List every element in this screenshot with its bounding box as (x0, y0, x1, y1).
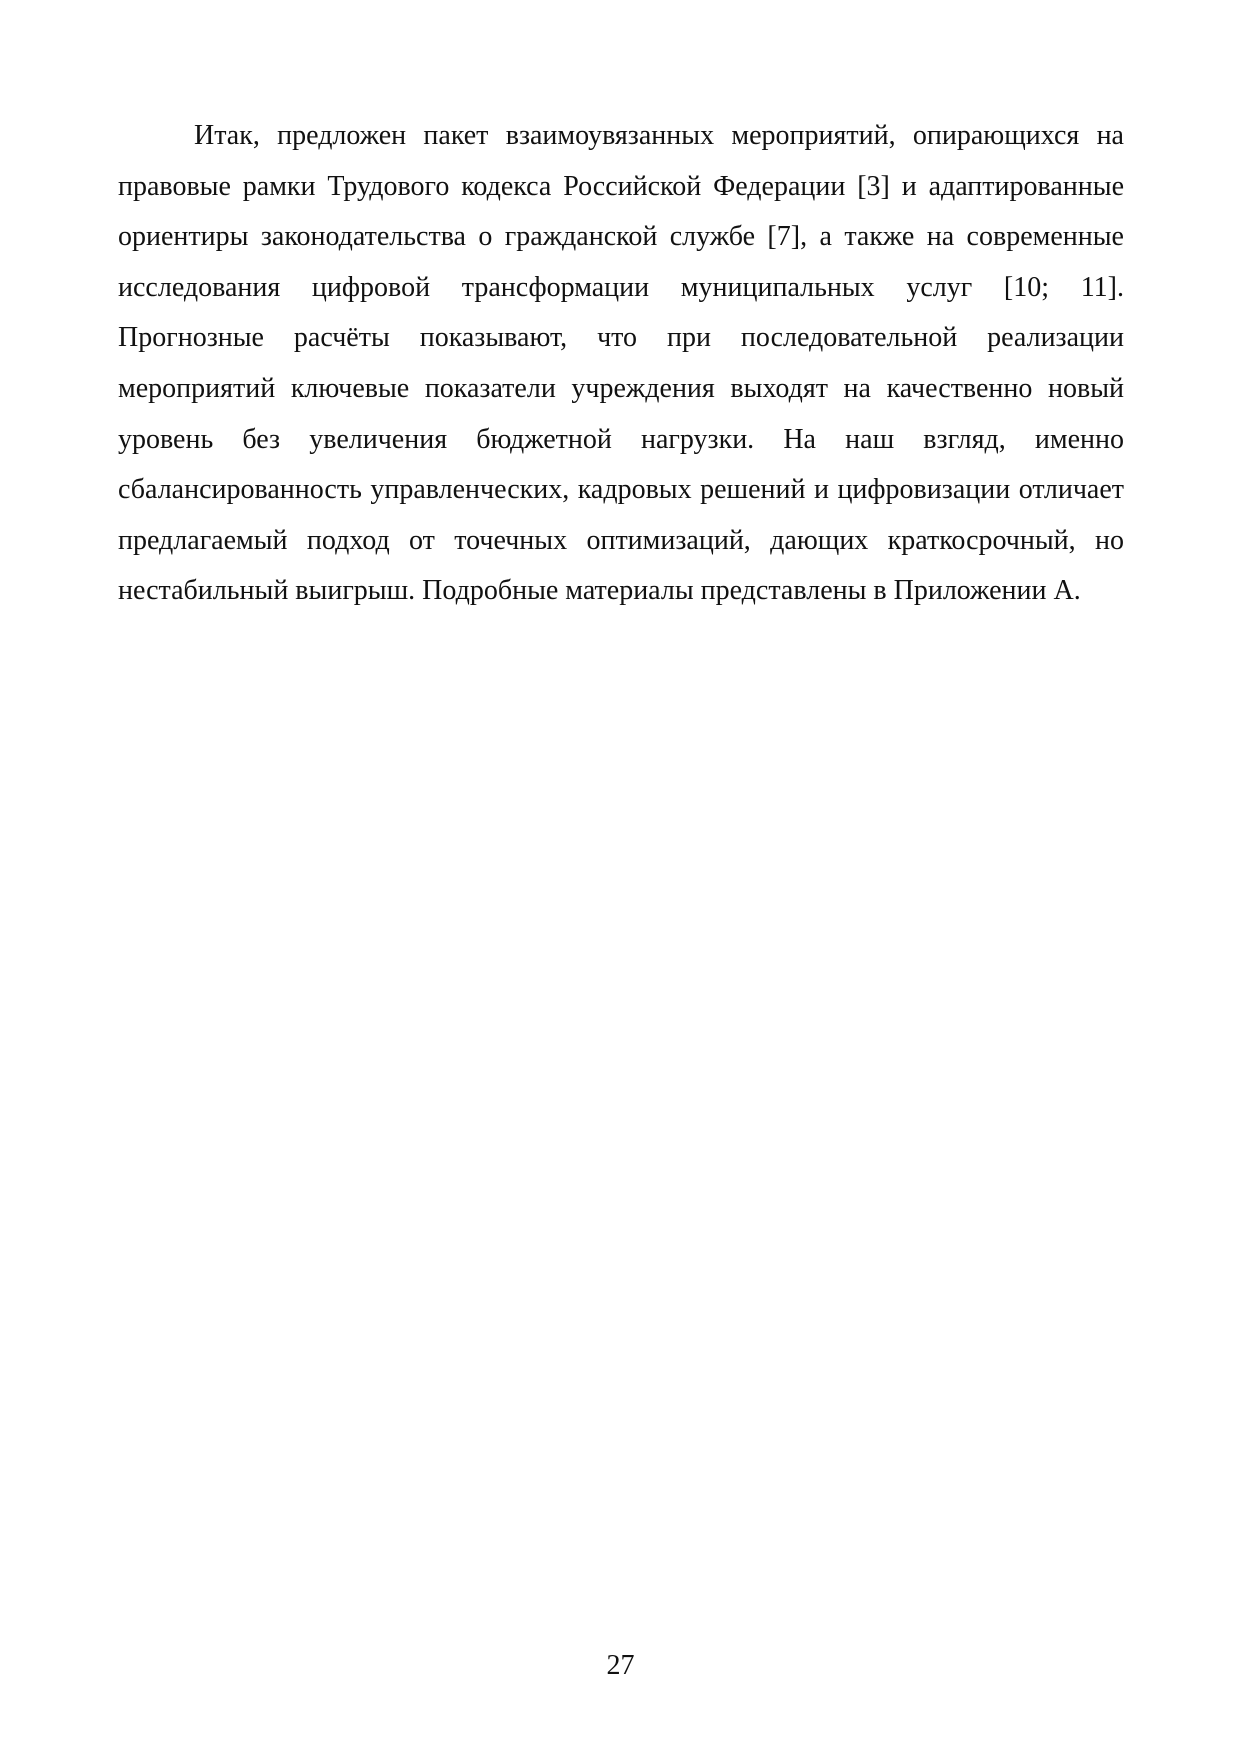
page-number: 27 (606, 1650, 635, 1681)
body-paragraph: Итак, предложен пакет взаимоувязанных мероприятий, опирающихся на правовые рамки Трудового кодекса Российской Федерации [3] и адаптированные ориентиры законодательства о гражданской службе [7], а также на современные исследования цифровой трансформации муниципальных услуг [10; 11]. Прогнозные расчёты показывают, что при последовательной реализации мероприятий ключевые показатели учреждения выходят на качественно новый уровень без увеличения бюджетной нагрузки. На наш взгляд, именно сбалансированность управленческих, кадровых решений и цифровизации отличает предлагаемый подход от точечных оптимизаций, дающих краткосрочный, но нестабильный выигрыш. Подробные материалы представлены в Приложении А. (118, 120, 1124, 607)
